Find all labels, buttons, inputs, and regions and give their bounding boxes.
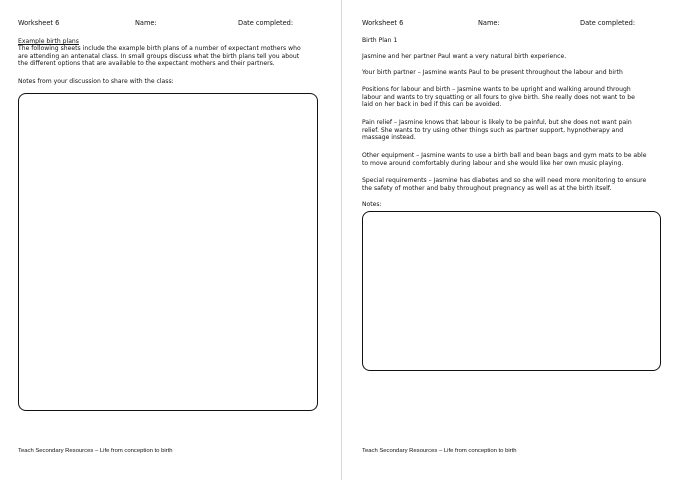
date-completed-label: Date completed: [238, 19, 294, 27]
page-footer: Teach Secondary Resources – Life from conception to birth [362, 448, 517, 454]
worksheet-page-left [0, 0, 341, 480]
equipment-line: Other equipment – Jasmine wants to use a birth ball and bean bags and gym mats to be able [362, 152, 647, 159]
pain-relief-line: massage instead. [362, 134, 416, 142]
positions-section [362, 86, 677, 109]
intro-line: The following sheets include the example birth plans of a number of expectant mothers who [18, 45, 301, 52]
intro-line: are attending an antenatal class. In small groups discuss what the birth plans tell you about [18, 52, 300, 60]
notes-label: Notes: [362, 201, 382, 208]
pain-relief-line: Pain relief – Jasmine knows that labour is likely to be painful, but she does not want pain [362, 119, 632, 126]
worksheet-number: Worksheet 6 [18, 19, 60, 27]
plan-notes-box[interactable] [362, 211, 661, 371]
page-footer: Teach Secondary Resources – Life from conception to birth [18, 448, 173, 454]
worksheet-page-right [342, 0, 683, 480]
equipment-section [362, 152, 677, 167]
birth-partner-section: Your birth partner – Jasmine wants Paul to be present throughout the labour and birth [362, 69, 623, 76]
name-label: Name: [478, 19, 500, 27]
section-title: Example birth plans [18, 38, 79, 45]
intro-line: the different options that are available to the expectant mothers and their partners. [18, 60, 275, 68]
positions-line: laid on her back in bed if this can be avoided. [362, 101, 502, 109]
special-requirements-line: the safety of mother and baby throughout pregnancy as well as at the birth itself. [362, 184, 612, 192]
birth-plan-title: Birth Plan 1 [362, 37, 398, 44]
pain-relief-line: relief. She wants to try using other things such as partner support, hypnotherapy and [362, 126, 624, 134]
equipment-line: to move around comfortably during labour and she would like her own music playing. [362, 159, 624, 167]
intro-paragraph [18, 45, 338, 68]
plan-intro: Jasmine and her partner Paul want a very natural birth experience. [362, 53, 567, 60]
name-label: Name: [135, 19, 157, 27]
pain-relief-section [362, 119, 677, 142]
special-requirements-line: Special requirements – Jasmine has diabetes and so she will need more monitoring to ensure [362, 177, 647, 184]
discussion-notes-box[interactable] [18, 93, 318, 411]
worksheet-number: Worksheet 6 [362, 19, 404, 27]
notes-label: Notes from your discussion to share with the class: [18, 78, 174, 85]
positions-line: Positions for labour and birth – Jasmine wants to be upright and walking around through [362, 86, 631, 93]
positions-line: labour and wants to try squatting or all fours to give birth. She really does not want to be [362, 93, 635, 101]
special-requirements-section [362, 177, 677, 192]
date-completed-label: Date completed: [580, 19, 636, 27]
